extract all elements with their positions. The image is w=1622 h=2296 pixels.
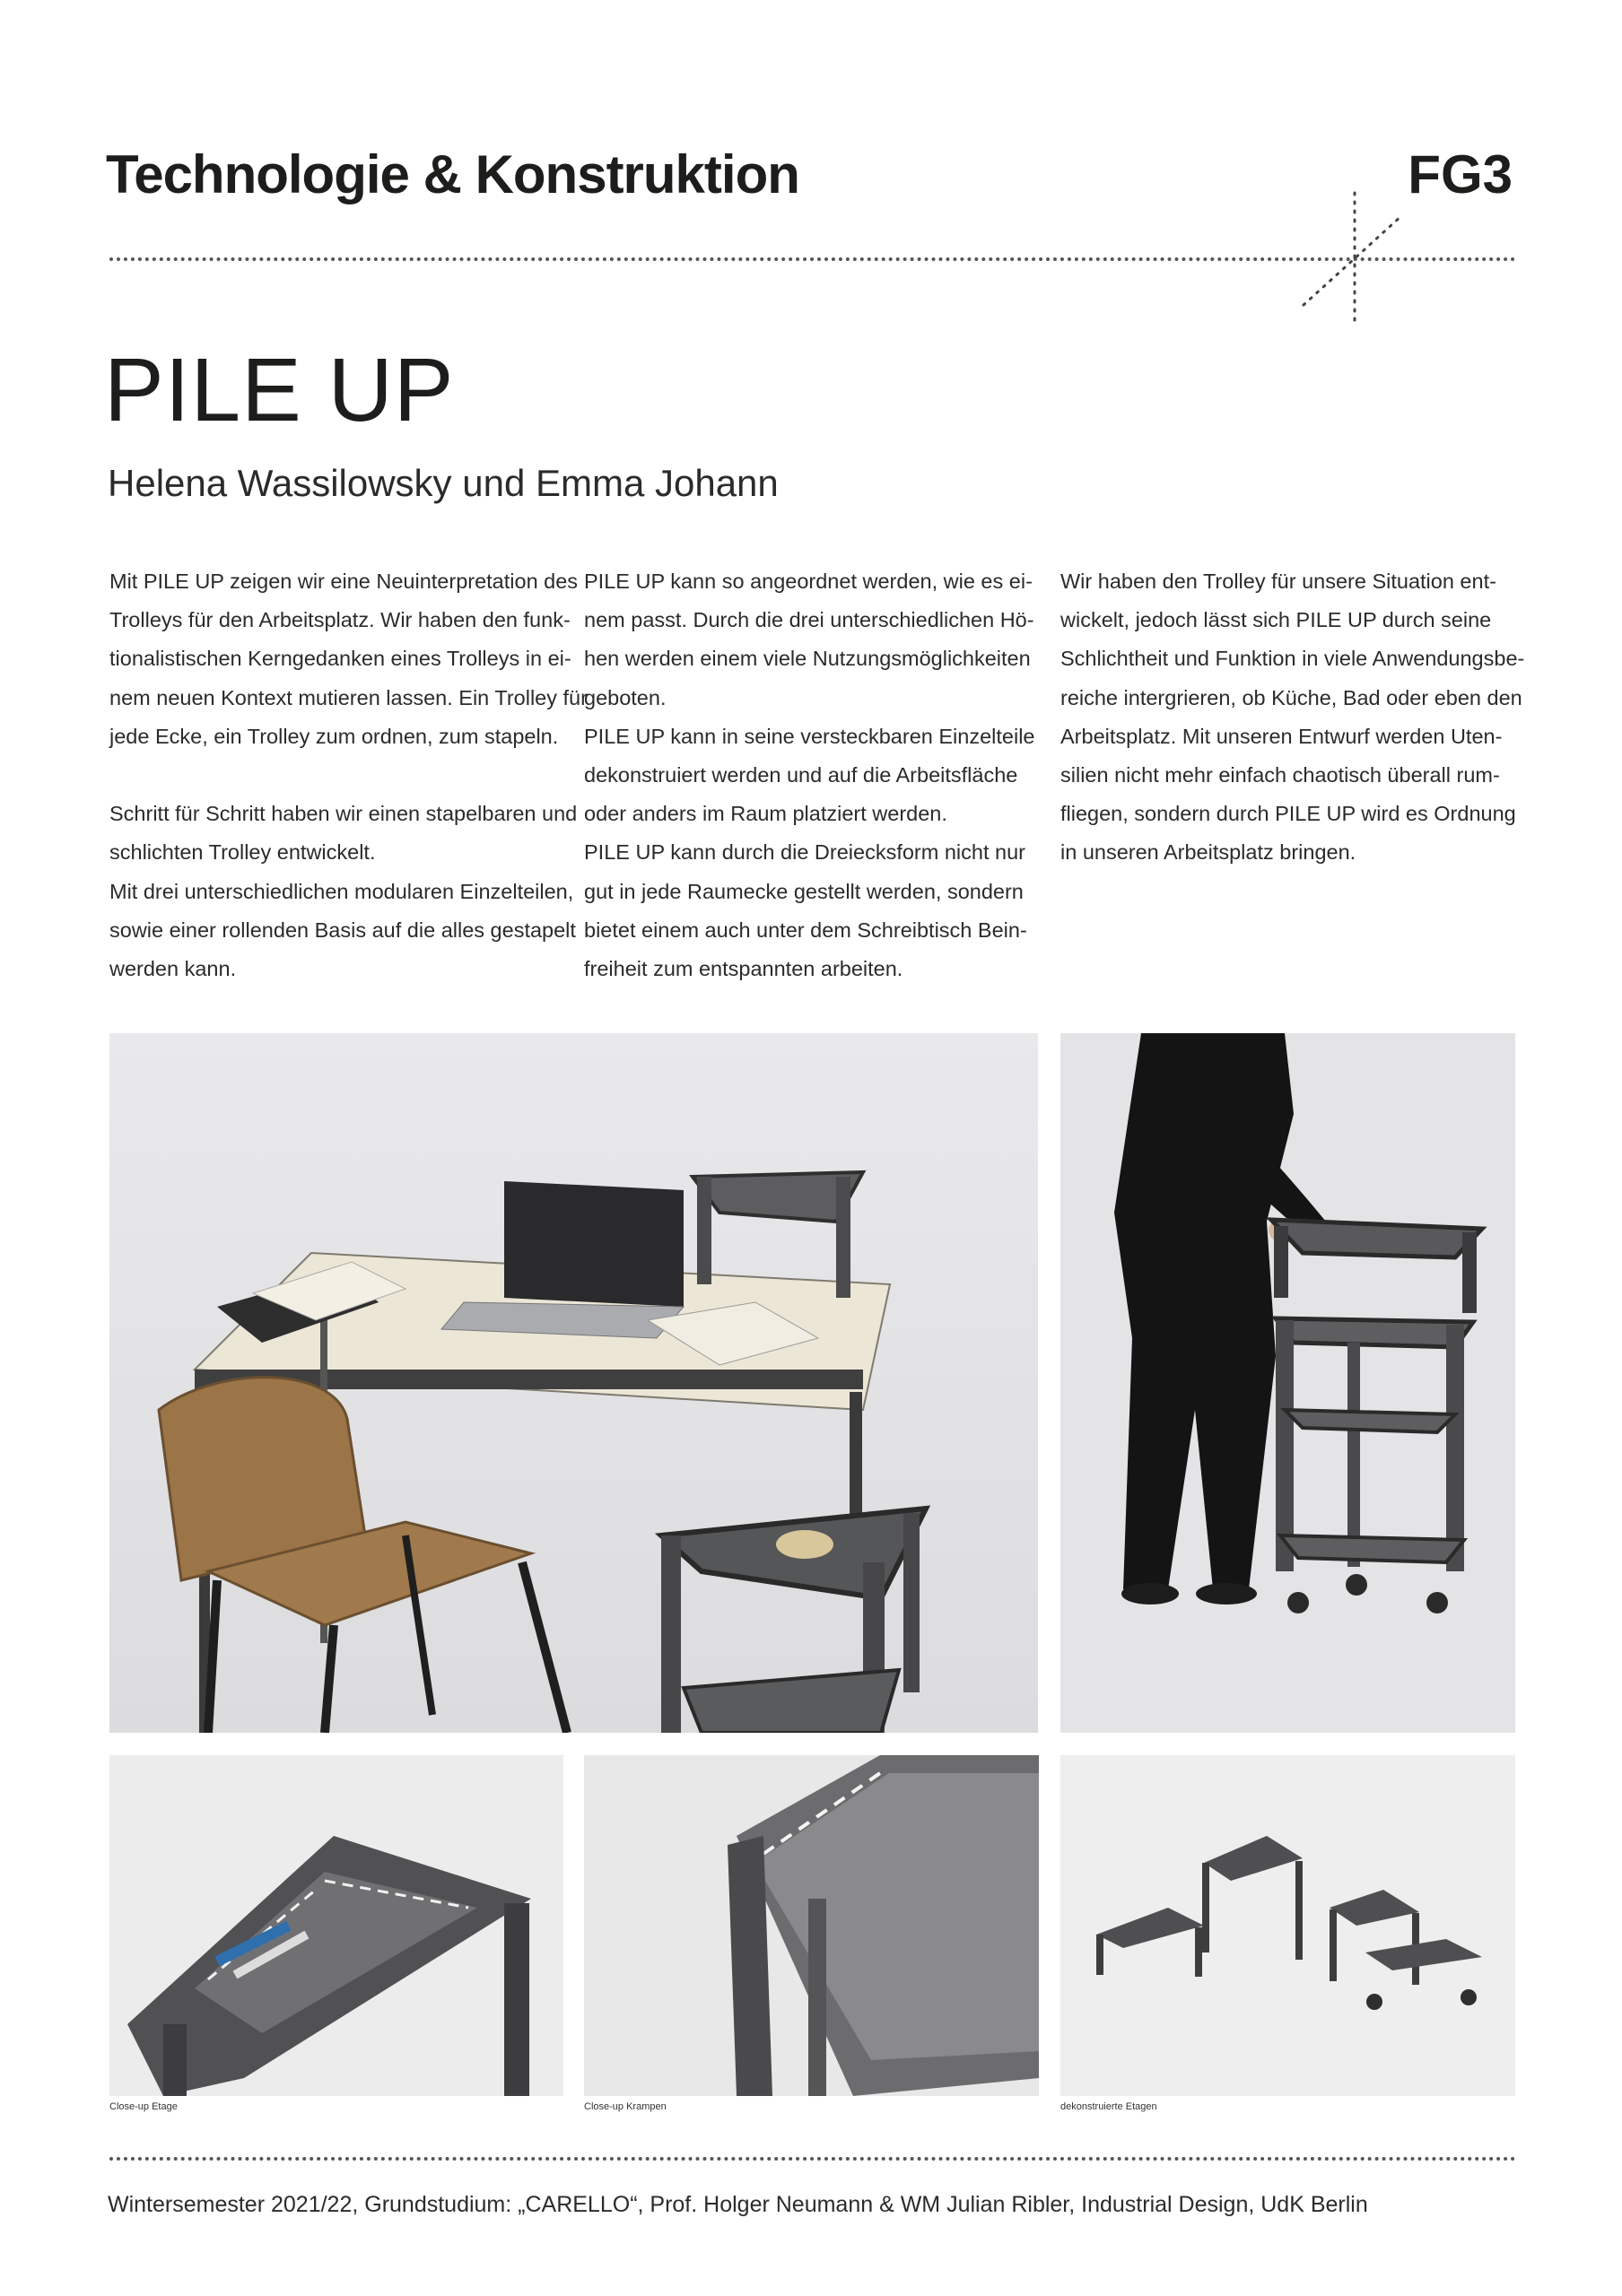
text-line: hen werden einem viele Nutzungsmöglichkeiten xyxy=(584,647,1031,671)
photo-dekonstruiert xyxy=(1060,1755,1515,2096)
text-line: bietet einem auch unter dem Schreibtisch Bein- xyxy=(584,918,1027,942)
text-line: PILE UP kann so angeordnet werden, wie es ei- xyxy=(584,570,1033,593)
text-line: gut in jede Raumecke gestellt werden, sondern xyxy=(584,879,1024,903)
text-line: nem passt. Durch die drei unterschiedlichen Hö- xyxy=(584,608,1034,632)
text-line: werden kann. xyxy=(109,957,237,981)
footer-divider xyxy=(109,2157,1516,2161)
text-line: tionalistischen Kerngedanken eines Trolleys in ei- xyxy=(109,647,571,671)
text-line: sowie einer rollenden Basis auf die alles gestapelt xyxy=(109,918,576,942)
text-line: oder anders im Raum platziert werden. xyxy=(584,802,947,826)
photo-desk-scene xyxy=(109,1033,1038,1733)
group-label: FG3 xyxy=(1408,144,1513,204)
project-authors: Helena Wassilowsky und Emma Johann xyxy=(108,462,779,504)
paragraph-gap xyxy=(109,756,576,795)
text-line: dekonstruiert werden und auf die Arbeitsfläche xyxy=(584,763,1018,787)
text-line: jede Ecke, ein Trolley zum ordnen, zum stapeln. xyxy=(109,724,559,748)
photo-closeup-krampen xyxy=(584,1755,1039,2096)
caption-closeup-krampen: Close-up Krampen xyxy=(584,2101,667,2112)
caption-dekonstruiert: dekonstruierte Etagen xyxy=(1060,2101,1157,2112)
text-line: schlichten Trolley entwickelt. xyxy=(109,840,376,865)
project-title: PILE UP xyxy=(104,340,455,440)
text-line: Wir haben den Trolley für unsere Situation ent- xyxy=(1060,570,1496,593)
text-column-2 xyxy=(584,562,1051,988)
footer-credits: Wintersemester 2021/22, Grundstudium: „CARELLO“, Prof. Holger Neumann & WM Julian Ribler, Industrial Design, UdK Berlin xyxy=(108,2192,1368,2217)
text-line: silien nicht mehr einfach chaotisch überall rum- xyxy=(1060,763,1500,787)
text-line: nem neuen Kontext mutieren lassen. Ein Trolley für xyxy=(109,685,588,709)
text-line: Trolleys für den Arbeitsplatz. Wir haben den funk- xyxy=(109,608,571,632)
text-line: freiheit zum entspannten arbeiten. xyxy=(584,957,903,981)
course-title: Technologie & Konstruktion xyxy=(106,144,799,204)
text-line: Arbeitsplatz. Mit unseren Entwurf werden Uten- xyxy=(1060,724,1503,748)
text-line: fliegen, sondern durch PILE UP wird es Ordnung xyxy=(1060,802,1516,826)
text-column-1 xyxy=(109,562,588,988)
photo-person-trolley xyxy=(1060,1033,1515,1733)
text-line: PILE UP kann in seine versteckbaren Einzelteile xyxy=(584,724,1035,748)
text-line: reiche intergrieren, ob Küche, Bad oder eben den xyxy=(1060,685,1522,709)
text-line: geboten. xyxy=(584,685,667,709)
photo-closeup-etage xyxy=(109,1755,563,2096)
text-line: in unseren Arbeitsplatz bringen. xyxy=(1060,840,1356,865)
text-line: Schritt für Schritt haben wir einen stapelbaren und xyxy=(109,802,578,826)
text-line: Schlichtheit und Funktion in viele Anwendungsbe- xyxy=(1060,647,1525,671)
text-line: Mit PILE UP zeigen wir eine Neuinterpretation des xyxy=(109,570,579,593)
text-column-3 xyxy=(1060,562,1527,873)
text-line: Mit drei unterschiedlichen modularen Einzelteilen, xyxy=(109,879,574,903)
text-line: PILE UP kann durch die Dreiecksform nicht nur xyxy=(584,840,1025,865)
caption-closeup-etage: Close-up Etage xyxy=(109,2101,178,2112)
star-mark-icon xyxy=(1299,188,1407,332)
text-line: wickelt, jedoch lässt sich PILE UP durch seine xyxy=(1060,608,1492,632)
